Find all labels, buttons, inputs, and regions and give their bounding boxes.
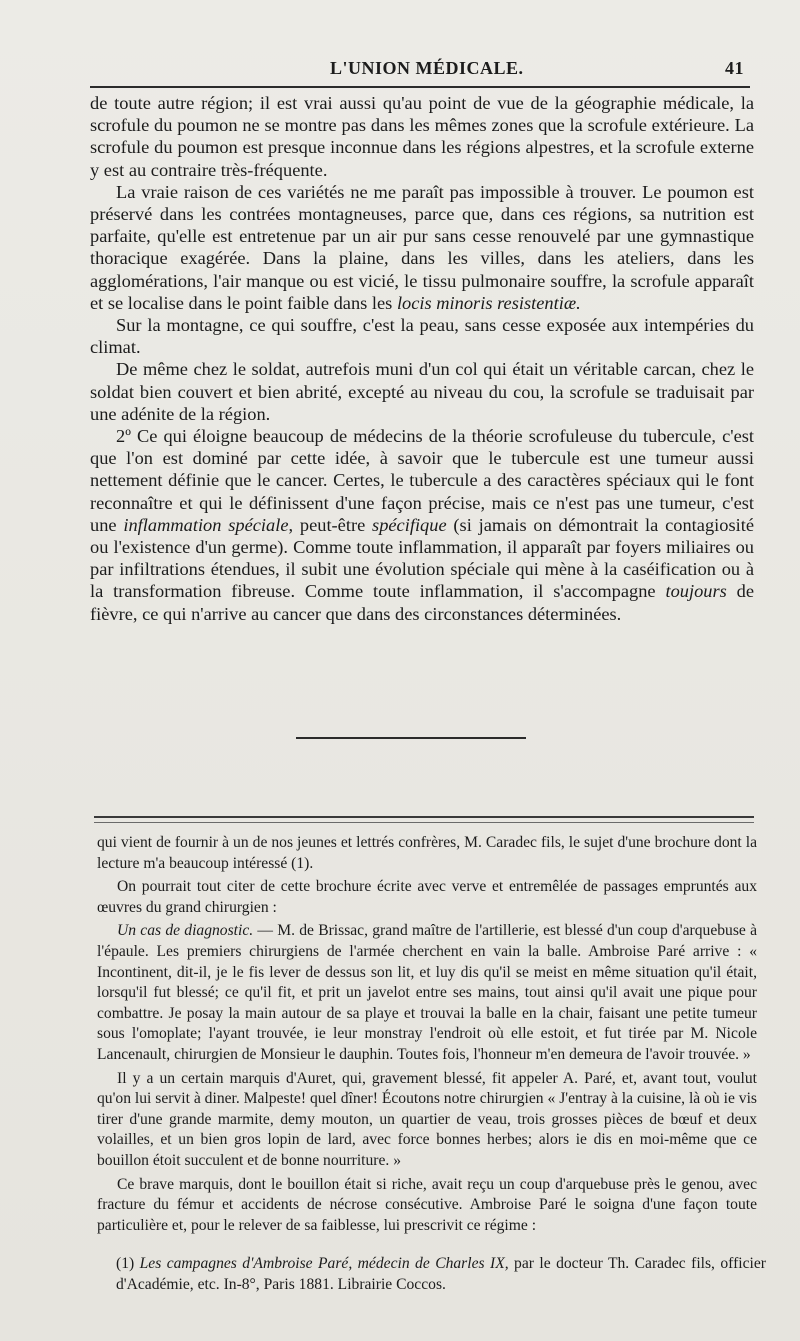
page-number: 41 [725,58,744,78]
feuilleton-text [97,833,757,1236]
running-title: L'UNION MÉDICALE. [330,58,524,78]
section-divider-rule [94,816,754,823]
paragraph: Il y a un certain marquis d'Auret, qui, gravement blessé, fit appeler A. Paré, et, avant tout, voulut qu'on lui servit à diner. Malpeste! quel dîner! Écoutons notre chirurgien « J'entray à la cuisine, là où ie vis tirer d'une grande marmite, demy mouton, un quartier de veau, trois grosses pièces de bœuf et deux volailles, et un bien gros lopin de lard, avec force bonnes herbes; alors ie dis en moi-même que ce bouillon étoit succulent et de bonne nourriture. » [97,1069,757,1169]
paragraph: 2º Ce qui éloigne beaucoup de médecins de la théorie scrofuleuse du tubercule, c'est que l'on est dominé par cette idée, à savoir que le tubercule est une tumeur aussi nettement définie que le cancer. Certes, le tubercule a des caractères spéciaux qui le font reconnaître et qui le définissent d'une façon précise, mais ce n'est pas une tumeur, c'est une inflammation spéciale, peut-être spécifique (si jamais on démontrait la contagiosité ou l'existence d'un germe). Comme toute inflammation, il apparaît par foyers miliaires ou par infiltrations étendues, il subit une évolution spéciale qui mène à la caséification ou à la transformation fibreuse. Comme toute inflammation, il s'accompagne toujours de fièvre, ce qui n'arrive au cancer que dans des circonstances déterminées. [90,426,754,624]
paragraph: Sur la montagne, ce qui souffre, c'est la peau, sans cesse exposée aux intempéries du climat. [90,315,754,358]
paragraph: On pourrait tout citer de cette brochure écrite avec verve et entremêlée de passages empruntés aux œuvres du grand chirurgien : [97,878,757,916]
paragraph: de toute autre région; il est vrai aussi qu'au point de vue de la géographie médicale, la scrofule du poumon ne se montre pas dans les mêmes zones que la scrofule extérieure. La scrofule du poumon est presque inconnue dans les régions alpestres, et la scrofule externe y est au contraire très-fréquente. [90,93,754,180]
paragraph: Ce brave marquis, dont le bouillon était si riche, avait reçu un coup d'arquebuse près le genou, avec fracture du fémur et accidents de nécrose consécutive. Ambroise Paré le soigna d'une façon toute particulière et, pour le relever de sa faiblesse, lui prescrivit ce régime : [97,1175,757,1234]
page-header [90,52,750,82]
paragraph: La vraie raison de ces variétés ne me paraît pas impossible à trouver. Le poumon est préservé dans les contrées montagneuses, parce que, dans ces régions, sa nutrition est parfaite, qu'elle est entretenue par un air pur sans cesse renouvelé par une gymnastique thoracique exagérée. Dans la plaine, dans les villes, dans les ateliers, dans les agglomérations, l'air manque ou est vicié, le tissu pulmonaire souffre, la scrofule apparaît et se localise dans le point faible dans les locis minoris resistentiæ. [90,181,754,313]
upper-article [90,92,754,625]
paragraph: Un cas de diagnostic. — M. de Brissac, grand maître de l'artillerie, est blessé d'un coup d'arquebuse à l'épaule. Les premiers chirurgiens de l'armée cherchent en vain la balle. Ambroise Paré arrive : « Incontinent, dit-il, je le fis lever de dessus son lit, et luy dis qu'il se meist en même situation qu'il était, lorsqu'il fut blessé; ce qu'il fit, et prit un javelot entre ses mains, tout ainsi qu'il avait une pique pour combattre. Je posay la main autour de sa playe et trouvai la balle en la chair, faisant une petite tumeur sous l'omoplate; l'ayant trouvée, ie leur monstray l'endroit où elle estoit, et fut tirée par M. Nicole Lancenault, chirurgien de Monsieur le dauphin. Toutes fois, l'honneur m'en demeura de l'avoir trouvée. » [97,922,757,1063]
article-end-rule [296,737,526,739]
paragraph: De même chez le soldat, autrefois muni d'un col qui était un véritable carcan, chez le soldat bien couvert et bien abrité, excepté au niveau du cou, la scrofule se traduisait par une adénite de la région. [90,359,754,424]
paragraph: qui vient de fournir à un de nos jeunes et lettrés confrères, M. Caradec fils, le sujet d'une brochure dont la lecture m'a beaucoup intéressé (1). [97,834,757,872]
footnote: (1) Les campagnes d'Ambroise Paré, médecin de Charles IX, par le docteur Th. Caradec fils, officier d'Académie, etc. In-8°, Paris 1881. Librairie Coccos. [116,1255,766,1293]
header-rule [90,86,750,88]
